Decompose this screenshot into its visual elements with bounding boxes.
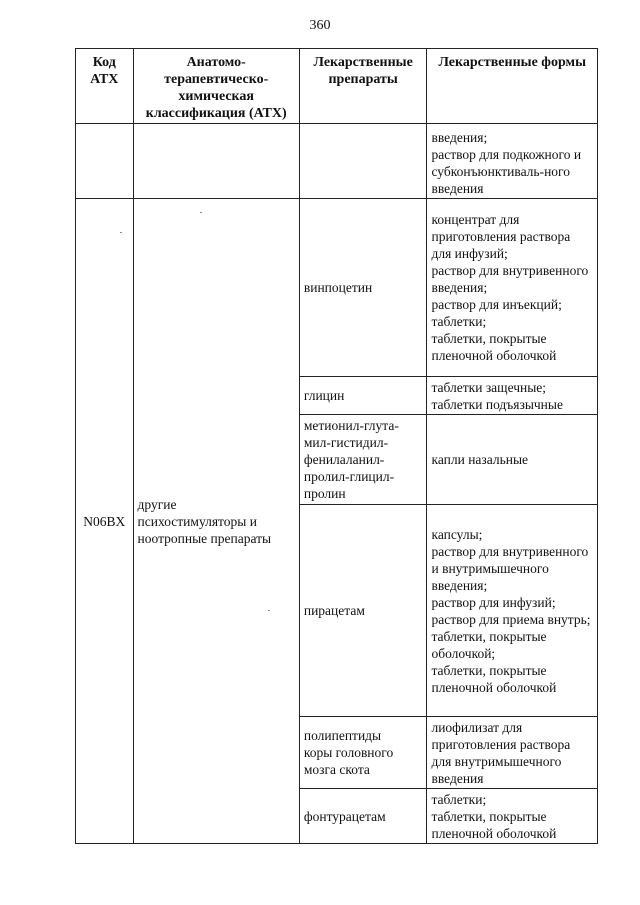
scan-speck: [200, 212, 202, 213]
table-header-row: [76, 49, 598, 124]
forms-cell: капли назальные: [427, 415, 598, 505]
header-code: Код АТХ: [76, 49, 134, 124]
page-number: 360: [309, 18, 331, 33]
drug-cell: глицин: [299, 377, 427, 415]
drug-cell: винпоцетин: [299, 199, 427, 377]
continuation-forms-cell: введения; раствор для подкожного и субконъюнктиваль-ного введения: [427, 124, 598, 199]
group-classification-cell: другие психостимуляторы и ноотропные препараты: [133, 199, 299, 844]
atx-table: [75, 48, 598, 844]
scan-speck: [120, 232, 122, 233]
table-row: [76, 199, 598, 377]
header-forms: Лекарственные формы: [427, 49, 598, 124]
header-classification: Анатомо-терапевтическо-химическая классификация (АТХ): [133, 49, 299, 124]
group-code-cell: N06BX: [76, 199, 134, 844]
drug-cell: метионил-глута- мил-гистидил- фенилаланил- пролил-глицил- пролин: [299, 415, 427, 505]
forms-cell: таблетки защечные; таблетки подъязычные: [427, 377, 598, 415]
continuation-drug-cell: [299, 124, 427, 199]
drug-cell: фонтурацетам: [299, 789, 427, 844]
continuation-code-cell: [76, 124, 134, 199]
forms-cell: капсулы; раствор для внутривенного и внутримышечного введения; раствор для инфузий; раствор для приема внутрь; таблетки, покрытые оболочкой; таблетки, покрытые пленочной оболочкой: [427, 505, 598, 717]
scan-speck: [268, 610, 270, 611]
drug-cell: пирацетам: [299, 505, 427, 717]
continuation-row: [76, 124, 598, 199]
forms-cell: таблетки; таблетки, покрытые пленочной оболочкой: [427, 789, 598, 844]
header-drugs: Лекарственные препараты: [299, 49, 427, 124]
continuation-classification-cell: [133, 124, 299, 199]
forms-cell: лиофилизат для приготовления раствора для внутримышечного введения: [427, 717, 598, 789]
drug-cell: полипептиды коры головного мозга скота: [299, 717, 427, 789]
forms-cell: концентрат для приготовления раствора для инфузий; раствор для внутривенного введения; раствор для инъекций; таблетки; таблетки, покрытые пленочной оболочкой: [427, 199, 598, 377]
